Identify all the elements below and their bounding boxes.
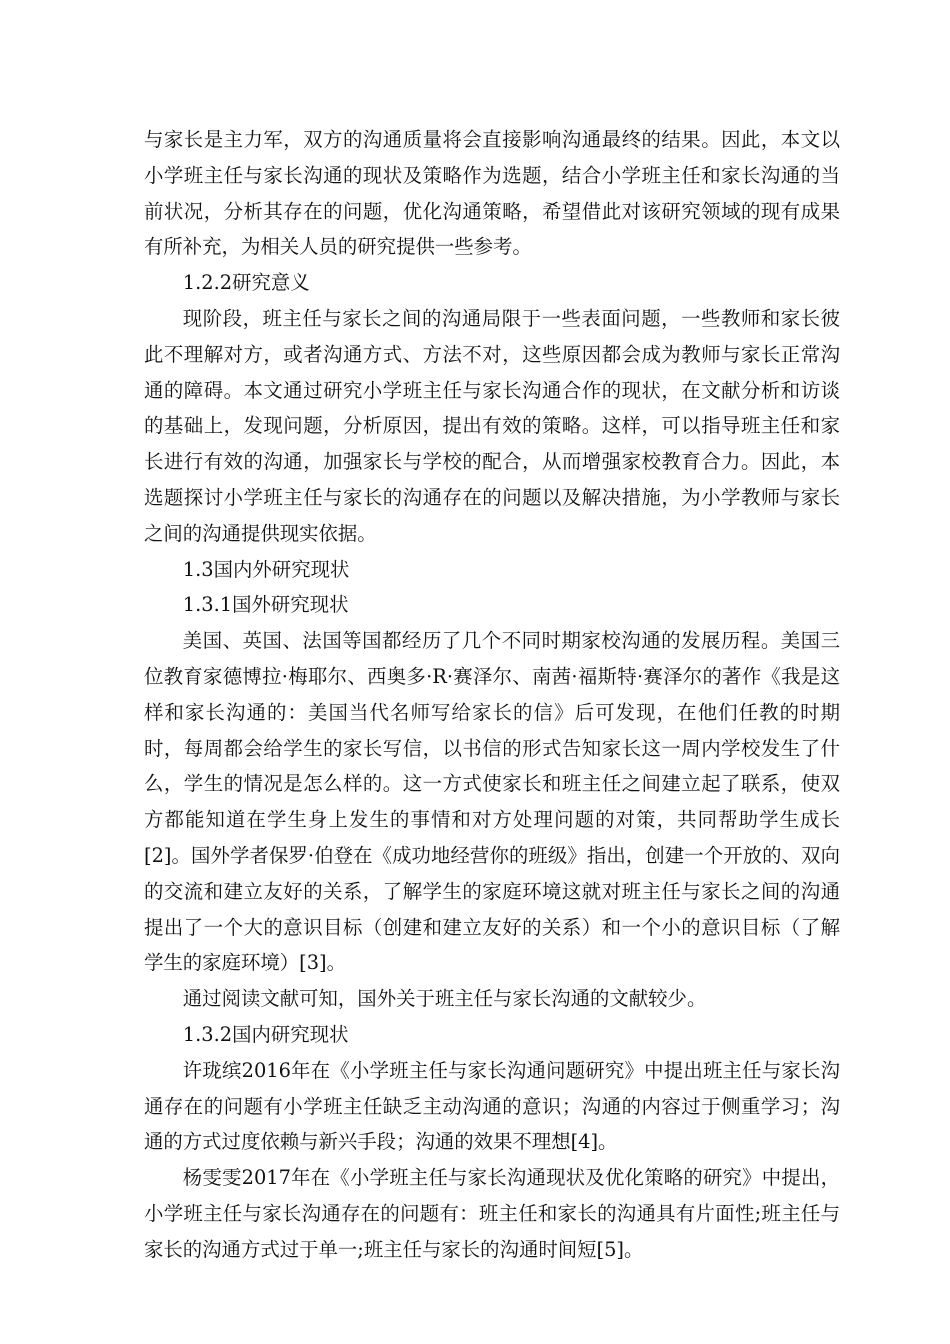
section-heading-1-2-2: 1.2.2研究意义 (182, 271, 310, 295)
paragraph-research-significance: 现阶段，班主任与家长之间的沟通局限于一些表面问题，一些教师和家长彼此不理解对方，或者沟通方式、方法不对，这些原因都会成为教师与家长正常沟通的障碍。本文通过研究小学班主任与家长沟通合作的现状，在文献分析和访谈的基础上，发现问题，分析原因，提出有效的策略。这样，可以指导班主任和家长进行有效的沟通，加强家长与学校的配合，从而增强家校教育合力。因此，本选题探讨小学班主任与家长的沟通存在的问题以及解决措施，为小学教师与家长之间的沟通提供现实依据。 (144, 306, 840, 545)
section-heading-1-3: 1.3国内外研究现状 (182, 557, 350, 581)
section-heading-1-3-2: 1.3.2国内研究现状 (182, 1022, 349, 1046)
paragraph-foreign-summary: 通过阅读文献可知，国外关于班主任与家长沟通的文献较少。 (182, 987, 707, 1011)
paragraph-domestic-research-1: 许珑缤2016年在《小学班主任与家长沟通问题研究》中提出班主任与家长沟通存在的问题有小学班主任缺乏主动沟通的意识；沟通的内容过于侧重学习；沟通的方式过度依赖与新兴手段；沟通的效果不理想[4]。 (144, 1058, 840, 1154)
paragraph-continuation: 与家长是主力军，双方的沟通质量将会直接影响沟通最终的结果。因此，本文以小学班主任与家长沟通的现状及策略作为选题，结合小学班主任和家长沟通的当前状况，分析其存在的问题，优化沟通策略，希望借此对该研究领域的现有成果有所补充，为相关人员的研究提供一些参考。 (144, 128, 840, 259)
paragraph-domestic-research-2: 杨雯雯2017年在《小学班主任与家长沟通现状及优化策略的研究》中提出，小学班主任与家长沟通存在的问题有：班主任和家长的沟通具有片面性;班主任与家长的沟通方式过于单一;班主任与家长的沟通时间短[5]。 (144, 1166, 840, 1261)
paragraph-foreign-research: 美国、英国、法国等国都经历了几个不同时期家校沟通的发展历程。美国三位教育家德博拉·梅耶尔、西奥多·R·赛泽尔、南茜·福斯特·赛泽尔的著作《我是这样和家长沟通的：美国当代名师写给家长的信》后可发现，在他们任教的时期时，每周都会给学生的家长写信，以书信的形式告知家长这一周内学校发生了什么，学生的情况是怎么样的。这一方式使家长和班主任之间建立起了联系，使双方都能知道在学生身上发生的事情和对方处理问题的对策，共同帮助学生成长[2]。国外学者保罗·伯登在《成功地经营你的班级》指出，创建一个开放的、双向的交流和建立友好的关系，了解学生的家庭环境这就对班主任与家长之间的沟通提出了一个大的意识目标（创建和建立友好的关系）和一个小的意识目标（了解学生的家庭环境）[3]。 (144, 629, 840, 975)
section-heading-1-3-1: 1.3.1国外研究现状 (182, 593, 349, 617)
